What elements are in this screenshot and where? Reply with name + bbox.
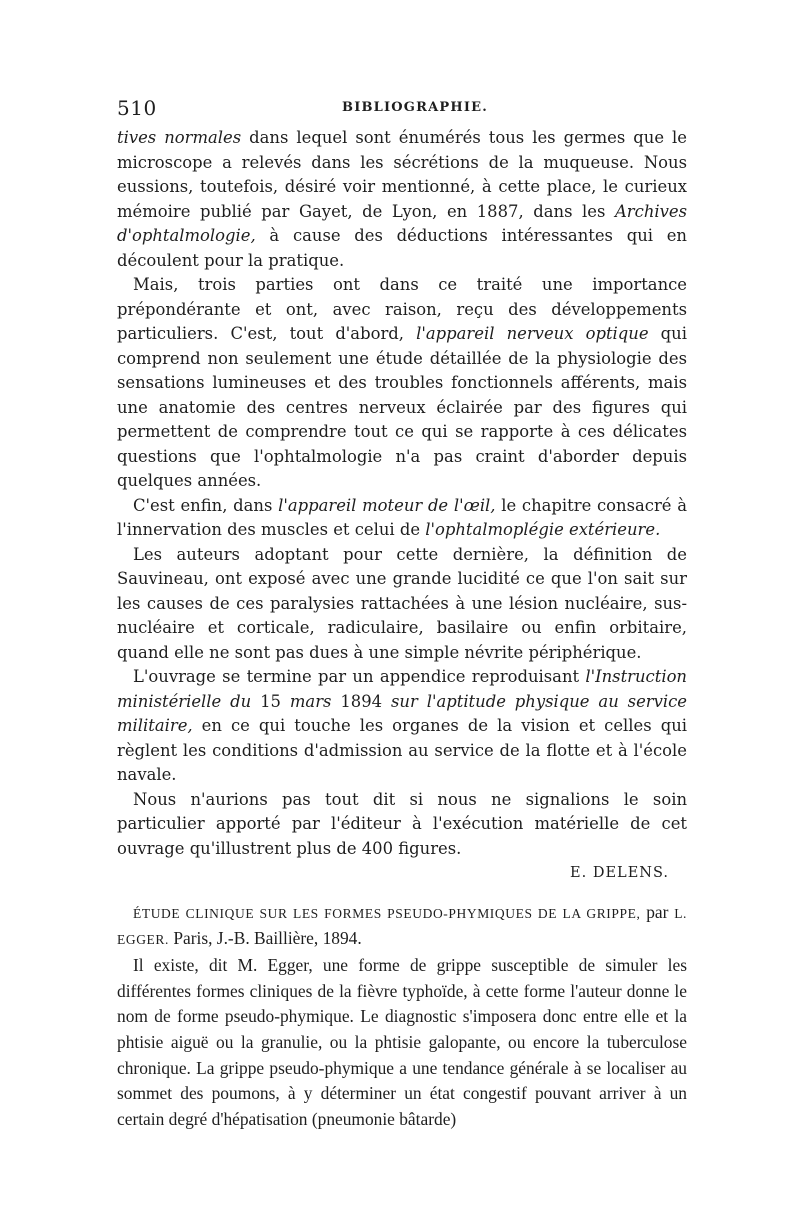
review-grippe xyxy=(117,900,687,1133)
paragraph-3 xyxy=(117,494,687,543)
paragraph-4: Les auteurs adoptant pour cette dernière, la définition de Sauvineau, ont exposé avec une grande lucidité ce que l'on sait sur les causes de ces paralysies rattachées à une lésion nucléaire, sus-nucléaire et corticale, radiculaire, basilaire ou enfin orbitaire, quand elle ne sont pas dues à une simple névrite périphérique. xyxy=(117,544,687,662)
text-span: l'appareil moteur de l'œil, xyxy=(278,495,496,515)
text-span: qui comprend non seulement une étude détaillée de la physiologie des sensations lumineuses et des troubles fonctionnels afférents, mais une anatomie des centres nerveux éclairée par des figures qui permettent de comprendre tout ce qui se rapporte à ces délicates questions que l'ophtalmologie n'a pas craint d'aborder depuis quelques années. xyxy=(117,324,687,490)
text-span: Archives d'ophtalmologie, xyxy=(117,201,687,245)
text-span: l'appareil nerveux optique xyxy=(416,324,649,343)
text-span: l'ophtalmoplégie extérieure. xyxy=(425,520,661,539)
text-span: Mais, trois parties ont dans ce traité une importance prépondérante et ont, avec raison, reçu des développements particuliers. C'est, tout d'abord, xyxy=(117,275,687,343)
text-span: à cause des déductions intéressantes qui en découlent pour la pratique. xyxy=(117,226,687,270)
running-title: BIBLIOGRAPHIE. xyxy=(342,100,488,115)
text-span: tives normales xyxy=(117,128,242,147)
text-span: sur l'aptitude physique au service militaire, xyxy=(117,691,687,735)
text-span: l'Instruction ministérielle du xyxy=(117,667,687,711)
paragraph-7: Il existe, dit M. Egger, une forme de grippe susceptible de simuler les différentes formes cliniques de la fièvre typhoïde, à cette forme l'auteur donne le nom de forme pseudo-phymique. Le diagnostic s'imposera donc entre elle et la phtisie aiguë ou la granulie, ou la phtisie galopante, ou encore la tuberculose chronique. La grippe pseudo-phymique a une tendance générale à se localiser au sommet des poumons, à y déterminer un état congestif pouvant arriver à un certain degré d'hépatisation (pneumonie bâtarde) xyxy=(117,954,687,1130)
text-span: le chapitre consacré à l'innervation des muscles et celui de xyxy=(117,495,687,539)
text-span: mars xyxy=(289,691,332,711)
text-span: 1894 xyxy=(331,691,391,711)
review-heading xyxy=(117,900,687,953)
text-span: L'ouvrage se termine par un appendice reproduisant xyxy=(133,667,586,686)
paragraph-2 xyxy=(117,273,687,494)
running-head xyxy=(117,96,687,124)
text-span: C'est enfin, dans xyxy=(133,495,279,515)
page xyxy=(117,96,687,1133)
book-author: L. EGGER. xyxy=(117,905,688,948)
paragraph-1 xyxy=(117,126,687,273)
text-span: 15 xyxy=(251,691,290,711)
paragraph-6: Nous n'aurions pas tout dit si nous ne signalions le soin particulier apporté par l'éditeur à l'exécution matérielle de cet ouvrage qu'illustrent plus de 400 figures. xyxy=(117,789,687,858)
book-title: ÉTUDE CLINIQUE SUR LES FORMES PSEUDO-PHYMIQUES DE LA GRIPPE, xyxy=(133,905,641,921)
book-publisher: Paris, J.-B. Baillière, 1894. xyxy=(168,928,362,949)
reviewer-signature: E. DELENS. xyxy=(570,865,669,881)
text-span: en ce qui touche les organes de la vision et celles qui règlent les conditions d'admission au service de la flotte et à l'école navale. xyxy=(117,716,687,784)
review-ophthalmology xyxy=(117,126,687,886)
text-span: par xyxy=(640,901,675,922)
page-number: 510 xyxy=(117,96,157,120)
paragraph-5 xyxy=(117,665,687,788)
text-span: dans lequel sont énumérés tous les germes que le microscope a relevés dans les sécrétions de la muqueuse. Nous eussions, toutefois, désiré voir mentionné, à cette place, le curieux mémoire publié par Gayet, de Lyon, en 1887, dans les xyxy=(117,128,687,221)
